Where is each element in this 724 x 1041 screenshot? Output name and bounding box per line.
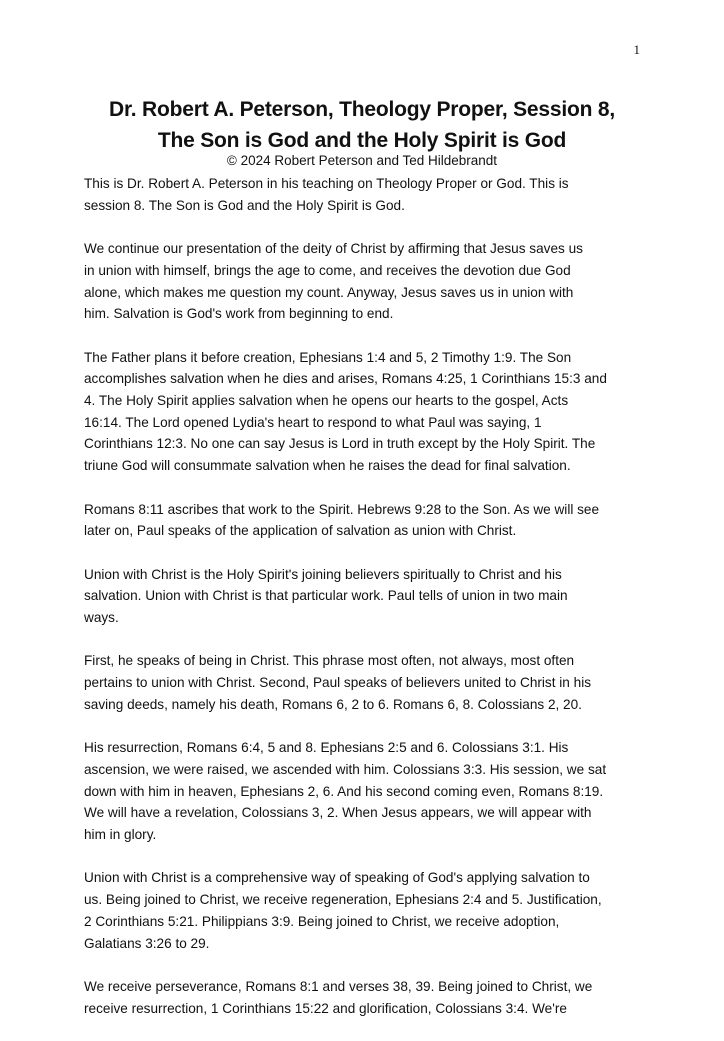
text-line: The Father plans it before creation, Ephesians 1:4 and 5, 2 Timothy 1:9. The Son	[84, 349, 572, 365]
text-line: saving deeds, namely his death, Romans 6, 2 to 6. Romans 6, 8. Colossians 2, 20.	[84, 696, 582, 712]
text-line: alone, which makes me question my count. Anyway, Jesus saves us in union with	[84, 284, 574, 300]
text-line: down with him in heaven, Ephesians 2, 6. And his second coming even, Romans 8:19.	[84, 783, 604, 799]
text-line: 4. The Holy Spirit applies salvation when he opens our hearts to the gospel, Acts	[84, 393, 569, 408]
text-line: us. Being joined to Christ, we receive regeneration, Ephesians 2:4 and 5. Justification,	[84, 892, 602, 908]
text-line: Union with Christ is a comprehensive way of speaking of God's applying salvation to	[84, 870, 590, 886]
paragraph	[84, 347, 664, 477]
text-line: We receive perseverance, Romans 8:1 and verses 38, 39. Being joined to Christ, we	[84, 978, 593, 994]
text-line: Romans 8:11 ascribes that work to the Spirit. Hebrews 9:28 to the Son. As we will see	[84, 501, 600, 517]
copyright-line: © 2024 Robert Peterson and Ted Hildebrandt	[226, 153, 498, 168]
title-line: Dr. Robert A. Peterson, Theology Proper, Session 8,	[109, 98, 615, 121]
text-line: Galatians 3:26 to 29.	[84, 935, 210, 951]
text-line: This is Dr. Robert A. Peterson in his teaching on Theology Proper or God. This is	[84, 176, 569, 191]
paragraph	[84, 867, 664, 954]
text-line: him. Salvation is God's work from beginning to end.	[84, 306, 394, 322]
document-body	[84, 173, 664, 1041]
paragraph	[84, 650, 664, 715]
text-line: pertains to union with Christ. Second, Paul speaks of believers united to Christ in his	[84, 675, 592, 691]
text-line: triune God will consummate salvation when he raises the dead for final salvation.	[84, 458, 571, 474]
text-line: First, he speaks of being in Christ. This phrase most often, not always, most often	[84, 653, 575, 669]
page-number: 1	[633, 42, 640, 57]
text-line: accomplishes salvation when he dies and arises, Romans 4:25, 1 Corinthians 15:3 and	[84, 371, 607, 387]
text-line: We continue our presentation of the deity of Christ by affirming that Jesus saves us	[84, 241, 583, 257]
text-line: His resurrection, Romans 6:4, 5 and 8. Ephesians 2:5 and 6. Colossians 3:1. His	[84, 740, 569, 756]
text-line: ways.	[84, 610, 119, 625]
document-title	[0, 94, 724, 156]
paragraph	[84, 737, 664, 846]
paragraph	[84, 499, 664, 542]
text-line: 16:14. The Lord opened Lydia's heart to respond to what Paul was saying, 1	[84, 414, 542, 430]
paragraph	[84, 238, 664, 325]
paragraph	[84, 976, 664, 1019]
text-line: We will have a revelation, Colossians 3, 2. When Jesus appears, we will appear with	[84, 805, 592, 821]
text-line: salvation. Union with Christ is that particular work. Paul tells of union in two main	[84, 588, 568, 604]
title-line: The Son is God and the Holy Spirit is God	[157, 129, 567, 152]
text-line: later on, Paul speaks of the application of salvation as union with Christ.	[84, 523, 517, 539]
text-line: in union with himself, brings the age to come, and receives the devotion due God	[84, 262, 571, 278]
text-line: him in glory.	[84, 827, 157, 842]
paragraph	[84, 564, 664, 629]
text-line: Corinthians 12:3. No one can say Jesus is Lord in truth except by the Holy Spirit. The	[84, 436, 596, 452]
text-line: session 8. The Son is God and the Holy Spirit is God.	[84, 197, 405, 213]
paragraph	[84, 173, 664, 216]
text-line: Union with Christ is the Holy Spirit's joining believers spiritually to Christ and his	[84, 566, 562, 582]
text-line: ascension, we were raised, we ascended with him. Colossians 3:3. His session, we sat	[84, 761, 607, 777]
text-line: 2 Corinthians 5:21. Philippians 3:9. Being joined to Christ, we receive adoption,	[84, 913, 560, 929]
text-line: receive resurrection, 1 Corinthians 15:22 and glorification, Colossians 3:4. We're	[84, 1000, 567, 1016]
